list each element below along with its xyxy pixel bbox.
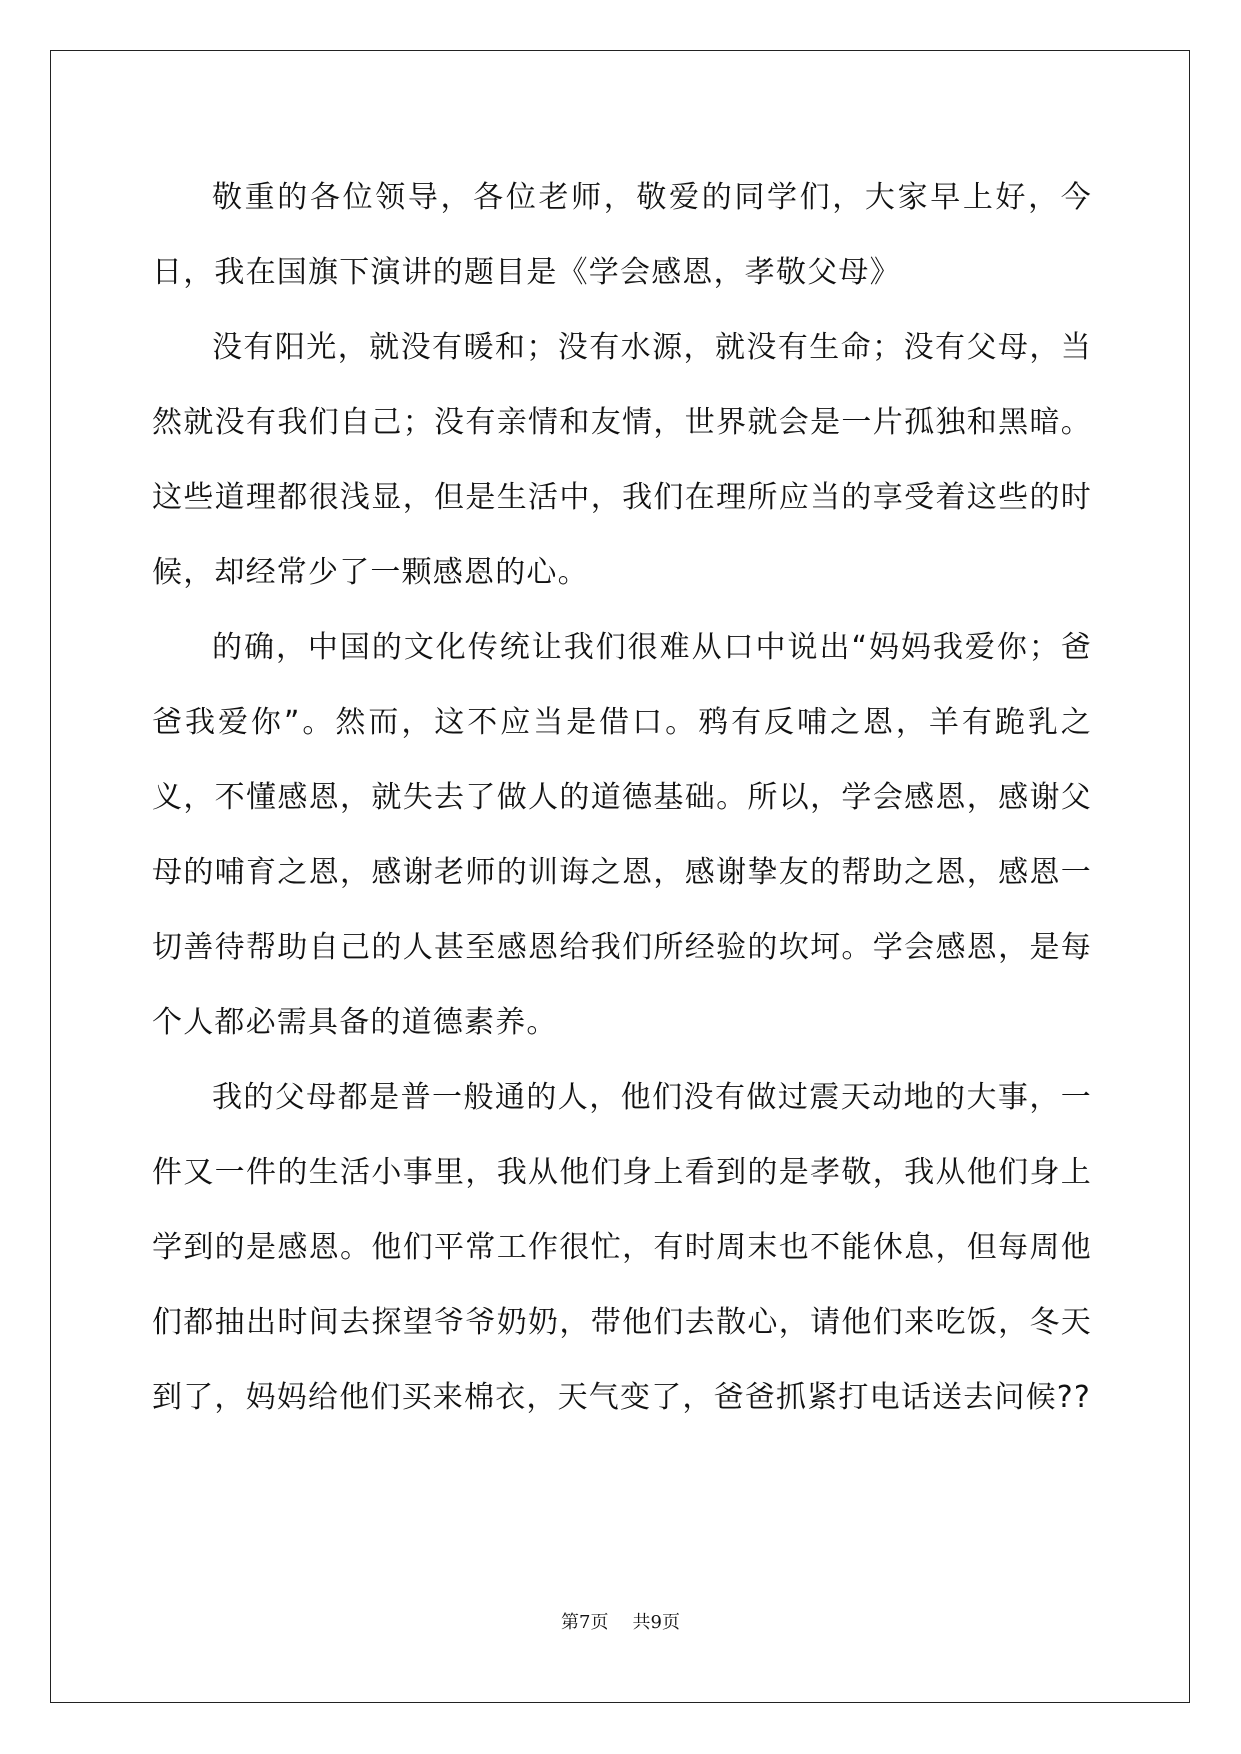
page-footer bbox=[0, 1608, 1241, 1634]
paragraph-tradition: 的确，中国的文化传统让我们很难从口中说出“妈妈我爱你；爸爸我爱你”。然而，这不应当是借口。鸦有反哺之恩，羊有跪乳之义，不懂感恩，就失去了做人的道德基础。所以，学会感恩，感谢父母的哺育之恩，感谢老师的训诲之恩，感谢挚友的帮助之恩，感恩一切善待帮助自己的人甚至感恩给我们所经验的坎坷。学会感恩，是每个人都必需具备的道德素养。 bbox=[152, 630, 1092, 1040]
document-body bbox=[152, 160, 1092, 1435]
paragraph-sunlight: 没有阳光，就没有暖和；没有水源，就没有生命；没有父母，当然就没有我们自己；没有亲情和友情，世界就会是一片孤独和黑暗。这些道理都很浅显，但是生活中，我们在理所应当的享受着这些的时候，却经常少了一颗感恩的心。 bbox=[152, 330, 1092, 590]
page-total: 共9页 bbox=[632, 1612, 680, 1633]
paragraph-parents: 我的父母都是普一般通的人，他们没有做过震天动地的大事，一件又一件的生活小事里，我从他们身上看到的是孝敬，我从他们身上学到的是感恩。他们平常工作很忙，有时周末也不能休息，但每周他们都抽出时间去探望爷爷奶奶，带他们去散心，请他们来吃饭，冬天到了，妈妈给他们买来棉衣，天气变了，爸爸抓紧打电话送去问候?? bbox=[152, 1080, 1092, 1415]
page-number: 第7页 bbox=[561, 1612, 609, 1633]
paragraph-greeting: 敬重的各位领导，各位老师，敬爱的同学们，大家早上好，今日，我在国旗下演讲的题目是《学会感恩，孝敬父母》 bbox=[152, 180, 1092, 290]
